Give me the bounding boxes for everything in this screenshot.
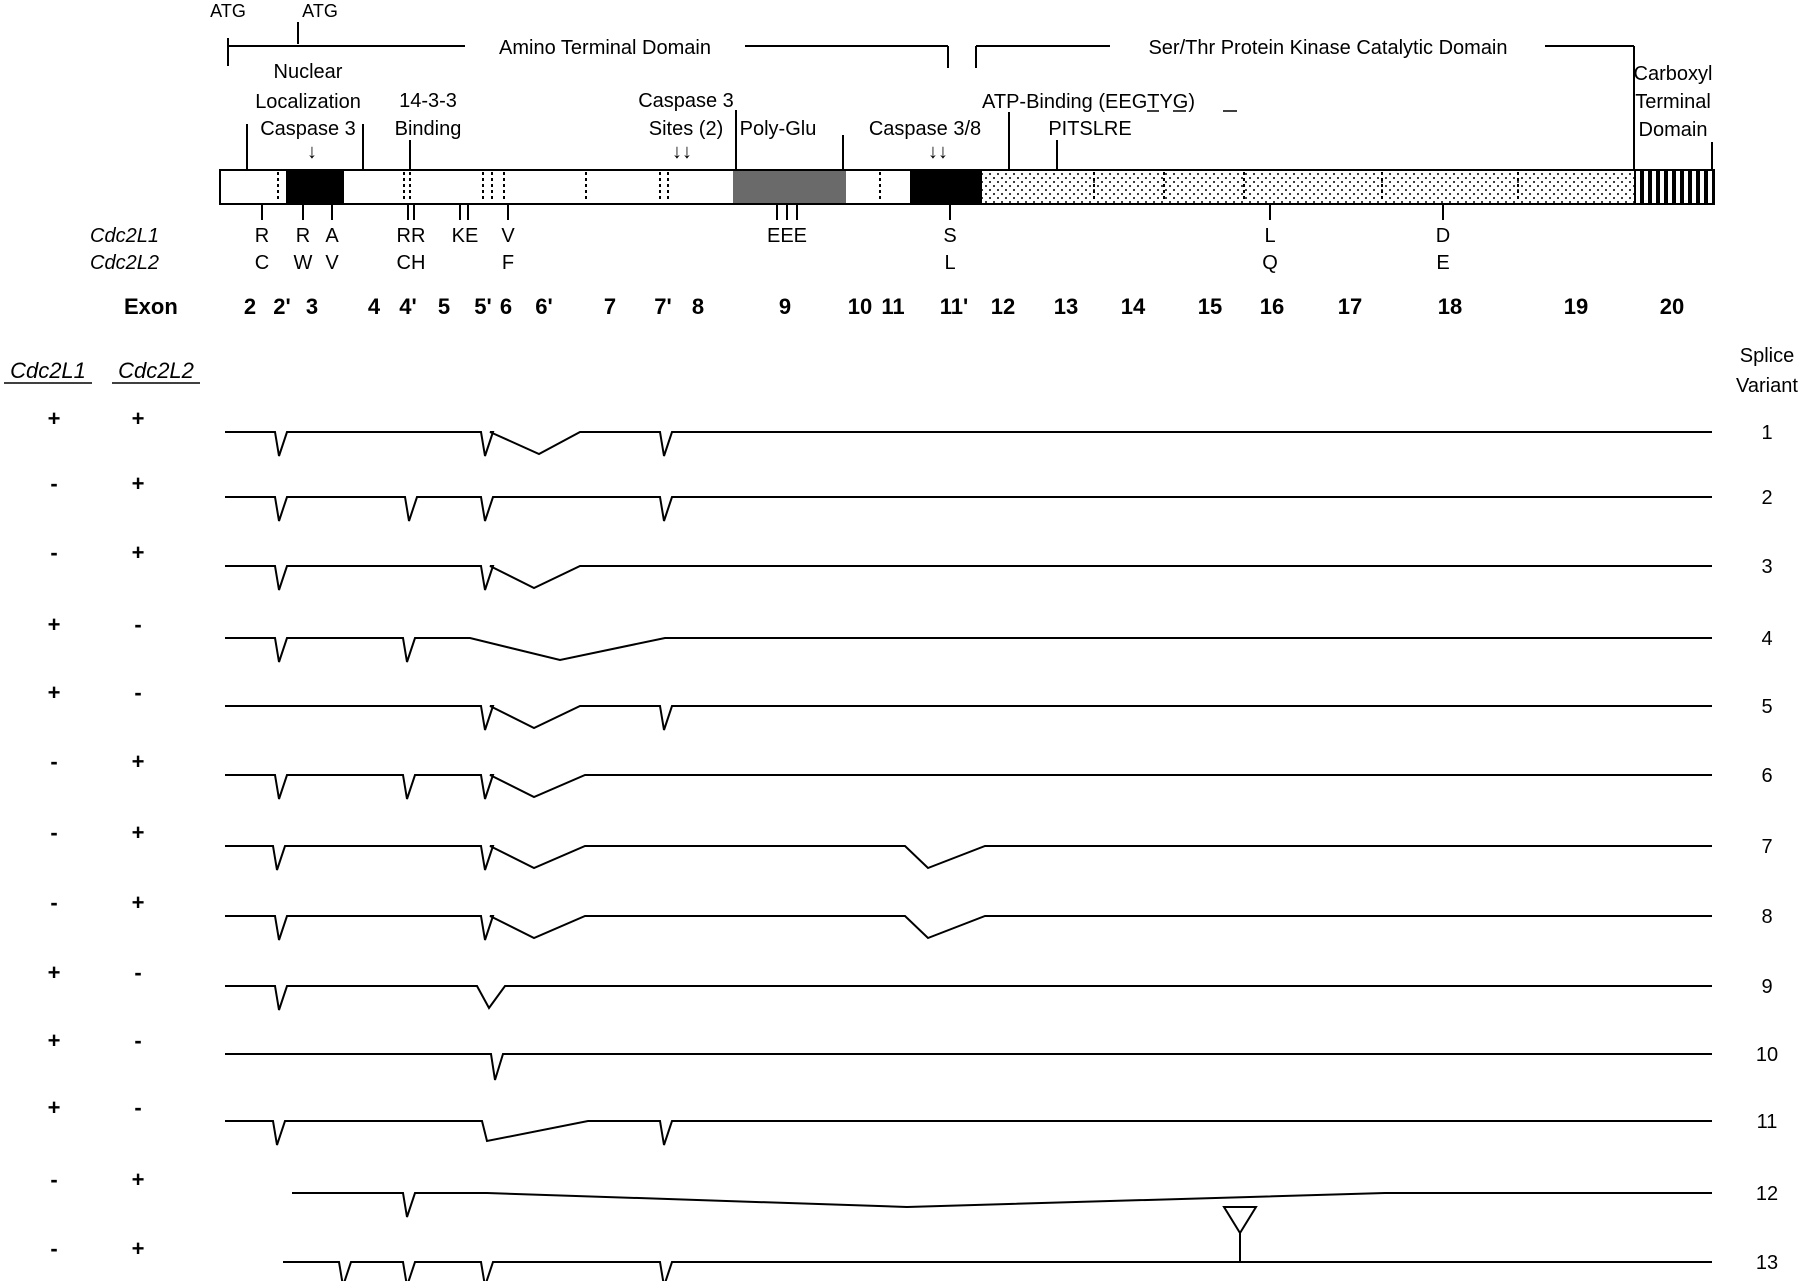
- splice-pattern-line: [225, 706, 1712, 730]
- residue-l2: Q: [1262, 252, 1278, 274]
- carboxyl-region: [1634, 170, 1714, 204]
- atg-label-1: ATG: [210, 1, 246, 21]
- exon-number: 12: [990, 294, 1016, 319]
- cdc2l1-presence: -: [50, 890, 58, 915]
- cdc2l1-presence: +: [47, 612, 61, 637]
- caspase38-region: [910, 170, 982, 204]
- splice-pattern-line: [225, 1121, 1712, 1145]
- exon-number: 10: [847, 294, 873, 319]
- splice-variant-number: 13: [1755, 1252, 1779, 1274]
- exon-number: 11': [939, 294, 969, 319]
- cdc2l1-presence: -: [50, 471, 58, 496]
- cdc2l1-presence: +: [47, 1095, 61, 1120]
- kinase-domain-label: Ser/Thr Protein Kinase Catalytic Domain: [1148, 37, 1508, 59]
- splice-pattern-line: [225, 1054, 1712, 1080]
- exon-number: 6: [499, 294, 513, 319]
- cdc2l2-presence: +: [131, 406, 145, 431]
- cdc2l1-presence: -: [50, 1167, 58, 1192]
- caspase-sites-label-2: Sites (2): [648, 118, 724, 140]
- residue-l1: R: [254, 225, 270, 247]
- caspase3-label: Caspase 3: [260, 118, 356, 140]
- exon-number: 3: [305, 294, 319, 319]
- splice-variant-number: 8: [1761, 906, 1773, 928]
- residue-l2: C: [254, 252, 270, 274]
- gene-label-l2: Cdc2L2: [90, 252, 159, 274]
- splice-variant-number: 11: [1756, 1111, 1778, 1133]
- variant-row: [50, 890, 1772, 940]
- splice-pattern-line: [225, 432, 1712, 456]
- residue-l2: F: [501, 252, 515, 274]
- variant-row: [48, 406, 1773, 456]
- nls-label-1: Nuclear: [273, 61, 343, 83]
- exon-number: 20: [1659, 294, 1685, 319]
- atp-binding-label: ATP-Binding (EEGTYG): [982, 91, 1196, 113]
- exon-number: 18: [1437, 294, 1463, 319]
- cdc2l2-presence: +: [131, 471, 145, 496]
- polyglu-region: [733, 170, 846, 204]
- atg-label-2: ATG: [302, 1, 338, 21]
- splice-variant-number: 6: [1761, 765, 1773, 787]
- exon-number: 9: [778, 294, 792, 319]
- splice-variant-number: 4: [1761, 628, 1773, 650]
- caspase-sites-label-1: Caspase 3: [638, 90, 734, 112]
- residue-l1: KE: [451, 225, 479, 247]
- cdc2l1-presence: +: [47, 960, 61, 985]
- residue-l1: S: [943, 225, 957, 247]
- pitslre-label: PITSLRE: [1048, 118, 1132, 140]
- variant-row: [48, 960, 1773, 1010]
- splice-variant-number: 9: [1761, 976, 1773, 998]
- exon-number: 4': [399, 294, 417, 319]
- splice-variant-number: 1: [1761, 422, 1773, 444]
- splice-variant-number: 10: [1755, 1044, 1779, 1066]
- residue-labels: [255, 225, 1450, 274]
- cdc2l2-presence: -: [134, 960, 142, 985]
- cdc2l2-presence: -: [134, 1028, 142, 1053]
- cdc2l2-presence: +: [131, 820, 145, 845]
- residue-l1: A: [325, 225, 339, 247]
- variant-row: [50, 1236, 1778, 1281]
- cdc2l1-presence: +: [47, 680, 61, 705]
- binding-label-2: Binding: [394, 118, 462, 140]
- cdc2l1-presence: -: [50, 749, 58, 774]
- gene-label-l1: Cdc2L1: [90, 225, 159, 247]
- exon-number: 7': [654, 294, 672, 319]
- column-header-cdc2l2: Cdc2L2: [118, 358, 194, 383]
- exon-number: 15: [1197, 294, 1223, 319]
- splice-pattern-line: [225, 566, 1712, 590]
- exon-label: Exon: [124, 294, 178, 319]
- carboxyl-label-2: Terminal: [1635, 91, 1711, 113]
- cdc2l1-presence: +: [47, 406, 61, 431]
- exon-number: 5: [437, 294, 451, 319]
- column-header-cdc2l1: Cdc2L1: [10, 358, 86, 383]
- residue-l1: EEE: [766, 225, 808, 247]
- insertion-triangle: [1224, 1207, 1256, 1262]
- carboxyl-label-3: Domain: [1638, 119, 1708, 141]
- variant-rows: [48, 406, 1779, 1281]
- protein-bar: [220, 170, 1714, 204]
- exon-number: 11: [881, 294, 905, 319]
- residue-l2: W: [293, 252, 313, 274]
- exon-number: 13: [1053, 294, 1079, 319]
- variant-row: [50, 540, 1772, 590]
- cdc2l2-presence: +: [131, 890, 145, 915]
- exon-number: 14: [1120, 294, 1146, 319]
- cdc2l2-presence: +: [131, 540, 145, 565]
- residue-l1: D: [1435, 225, 1451, 247]
- cdc2l2-presence: +: [131, 1167, 145, 1192]
- variant-row: [48, 680, 1773, 730]
- binding-label-1: 14-3-3: [399, 90, 457, 112]
- exon-number: 2: [243, 294, 257, 319]
- variant-row: [50, 820, 1772, 870]
- splice-variant-number: 12: [1755, 1183, 1779, 1205]
- splice-variant-number: 3: [1761, 556, 1773, 578]
- exon-number: 7: [603, 294, 617, 319]
- splice-pattern-line: [225, 986, 1712, 1010]
- variant-row: [48, 1095, 1778, 1145]
- splice-pattern-line: [225, 846, 1712, 870]
- exon-number: 4: [367, 294, 381, 319]
- splice-variant-number: 7: [1761, 836, 1773, 858]
- splice-pattern-line: [225, 497, 1712, 521]
- splice-pattern-line: [225, 775, 1712, 799]
- caspase3-arrow: ↓: [307, 141, 317, 163]
- residue-l1: L: [1264, 225, 1276, 247]
- cdc2l1-presence: -: [50, 1236, 58, 1261]
- cdc2l2-presence: +: [131, 1236, 145, 1261]
- variant-row: [50, 749, 1772, 799]
- caspase-sites-arrows: ↓↓: [672, 141, 692, 163]
- cdc2l2-presence: -: [134, 1095, 142, 1120]
- cdc2l2-presence: +: [131, 749, 145, 774]
- exon-numbers: [244, 294, 1684, 319]
- amino-terminal-label: Amino Terminal Domain: [499, 37, 711, 59]
- carboxyl-label-1: Carboxyl: [1633, 63, 1713, 85]
- variant-row: [48, 612, 1773, 662]
- residue-l1: RR: [396, 225, 426, 247]
- splice-pattern-line: [292, 1193, 1712, 1217]
- exon-number: 16: [1259, 294, 1285, 319]
- caspase3-region: [286, 170, 344, 204]
- exon-number: 8: [691, 294, 705, 319]
- splice-variant-number: 2: [1761, 487, 1773, 509]
- splice-variant-header-1: Splice: [1739, 345, 1795, 367]
- residue-l2: CH: [396, 252, 426, 274]
- variant-row: [48, 1028, 1779, 1080]
- caspase38-arrows: ↓↓: [928, 141, 948, 163]
- kinase-region: [982, 170, 1634, 204]
- cdc2l2-presence: -: [134, 612, 142, 637]
- residue-l2: V: [325, 252, 339, 274]
- splice-pattern-line: [225, 638, 1712, 662]
- variant-row: [50, 1167, 1778, 1217]
- cdc2l1-presence: -: [50, 540, 58, 565]
- splice-variant-header-2: Variant: [1736, 375, 1798, 397]
- variant-row: [50, 471, 1772, 521]
- exon-number: 17: [1337, 294, 1363, 319]
- nls-label-2: Localization: [255, 91, 361, 113]
- residue-l2: E: [1436, 252, 1450, 274]
- exon-number: 2': [273, 294, 291, 319]
- residue-l2: L: [944, 252, 956, 274]
- exon-number: 5': [474, 294, 492, 319]
- polyglu-label: Poly-Glu: [739, 118, 817, 140]
- residue-l1: V: [501, 225, 515, 247]
- cdc2l1-presence: -: [50, 820, 58, 845]
- splice-variant-number: 5: [1761, 696, 1773, 718]
- splice-pattern-line: [225, 916, 1712, 940]
- residue-l1: R: [295, 225, 311, 247]
- exon-number: 6': [535, 294, 553, 319]
- exon-number: 19: [1563, 294, 1589, 319]
- cdc2l1-presence: +: [47, 1028, 61, 1053]
- cdc2l2-presence: -: [134, 680, 142, 705]
- caspase38-label: Caspase 3/8: [868, 118, 982, 140]
- residue-ticks: [262, 204, 1443, 220]
- splice-pattern-line: [283, 1262, 1712, 1281]
